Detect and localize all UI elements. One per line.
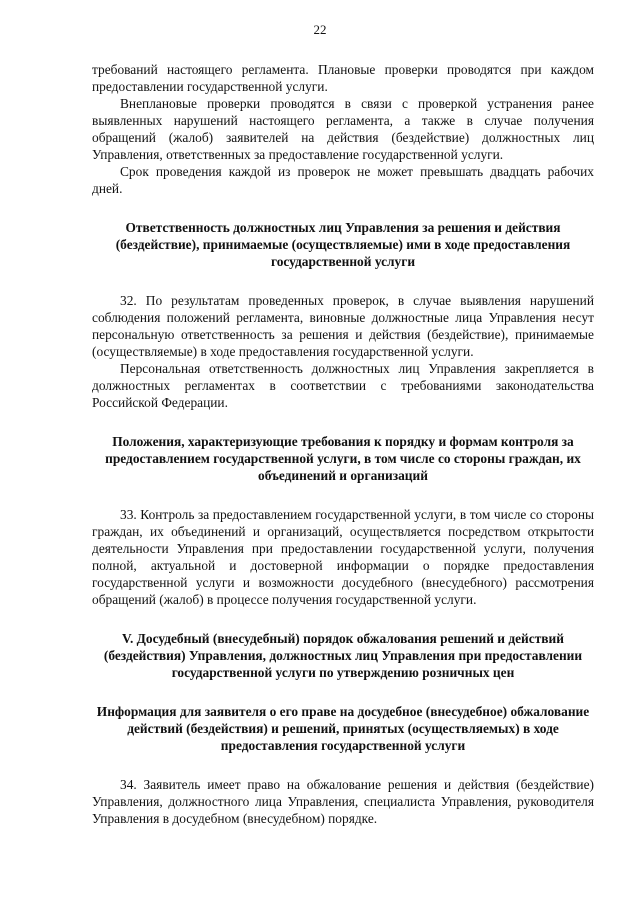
paragraph-check-duration: Срок проведения каждой из проверок не может превышать двадцать рабочих дней. [92, 164, 594, 196]
paragraph-item-32: 32. По результатам проведенных проверок, в случае выявления нарушений соблюдения положений регламента, виновные должностные лица Управления несут персональную ответственность за решения и действия (бездействие), принимаемые (осуществляемые) в ходе предоставления государственной услуги. [92, 293, 594, 359]
page-number: 22 [313, 22, 327, 37]
heading-control-requirements: Положения, характеризующие требования к порядку и формам контроля за предоставлением государственной услуги, в том числе со стороны граждан, их объединений и организаций [105, 434, 581, 483]
heading-applicant-appeal-info: Информация для заявителя о его праве на досудебное (внесудебное) обжалование действий (бездействия) и решений, принятых (осуществляемых) в ходе предоставления государственной услуги [96, 704, 590, 753]
paragraph-item-33: 33. Контроль за предоставлением государственной услуги, в том числе со стороны граждан, их объединений и организаций, осуществляется посредством открытости деятельности Управления при предоставлении государственной услуги, получения полной, актуальной и достоверной информации о порядке предоставления государственной услуги и возможности досудебного (внесудебного) рассмотрения обращений (жалоб) в процессе получения государственной услуги. [92, 507, 594, 607]
document-body [92, 61, 594, 827]
heading-official-responsibility: Ответственность должностных лиц Управления за решения и действия (бездействие), принимаемые (осуществляемые) ими в ходе предоставления государственной услуги [115, 220, 571, 269]
paragraph-item-34: 34. Заявитель имеет право на обжалование решения и действия (бездействие) Управления, должностного лица Управления, специалиста Управления, руководителя Управления в досудебном (внесудебном) порядке. [92, 777, 594, 826]
paragraph-personal-responsibility: Персональная ответственность должностных лиц Управления закрепляется в должностных регламентах в соответствии с требованиями законодательства Российской Федерации. [92, 361, 594, 410]
heading-section-v: V. Досудебный (внесудебный) порядок обжалования решений и действий (бездействия) Управления, должностных лиц Управления при предоставлении государственной услуги по утверждению розничных цен [103, 631, 583, 680]
paragraph-unscheduled-checks: Внеплановые проверки проводятся в связи с проверкой устранения ранее выявленных нарушений настоящего регламента, а также в случае получения обращений (жалоб) заявителей на действия (бездействие) должностных лиц Управления, ответственных за предоставление государственной услуги. [92, 96, 594, 162]
paragraph-planned-checks: требований настоящего регламента. Плановые проверки проводятся при каждом предоставлении государственной услуги. [92, 62, 594, 94]
